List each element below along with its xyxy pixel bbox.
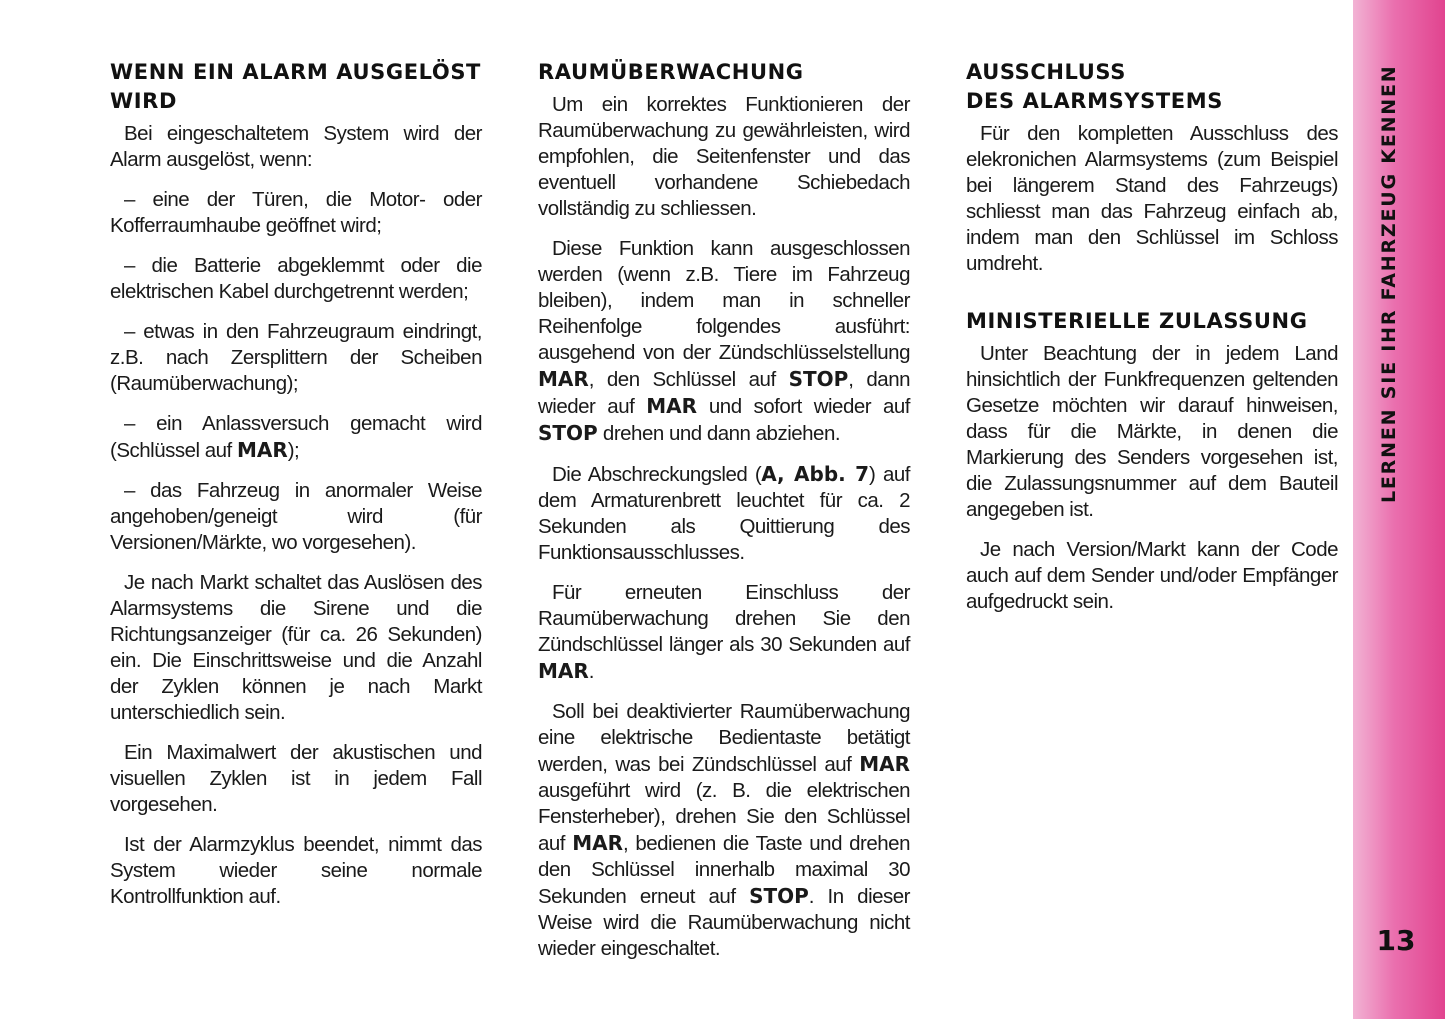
list-item: – etwas in den Fahrzeugraum eindringt, z.B. nach Zersplittern der Scheiben (Raumüberwachung); — [110, 320, 482, 395]
list-item: – eine der Türen, die Motor- oder Kofferraumhaube geöffnet wird; — [110, 188, 482, 237]
text-run: , dann wieder auf — [538, 368, 910, 418]
paragraph: Je nach Markt schaltet das Auslösen des Alarmsystems die Sirene und die Richtungsanzeiger (für ca. 26 Sekunden) ein. Die Einschrittsweise und die Anzahl der Zyklen können je nach Markt unterschiedlich sein. — [110, 571, 482, 724]
text-run: , bedienen die Taste und drehen den Schlüssel innerhalb maximal 30 Sekunden erneut auf — [538, 832, 910, 908]
text-run: Diese Funktion kann ausgeschlossen werden (wenn z.B. Tiere im Fahrzeug bleiben), indem man in schneller Reihenfolge folgendes ausführt: ausgehend von der Zündschlüsselstellung — [538, 237, 910, 364]
list-item — [110, 411, 482, 464]
paragraph: Je nach Version/Markt kann der Code auch auf dem Sender und/oder Empfänger aufgedruckt sein. — [966, 538, 1338, 613]
figure-reference: A, Abb. 7 — [761, 462, 870, 486]
paragraph — [538, 461, 910, 566]
heading-alarm-exclusion — [966, 58, 1338, 116]
key-position-stop: STOP — [788, 367, 849, 391]
heading-line: AUSSCHLUSS — [966, 60, 1126, 84]
paragraph: Für den kompletten Ausschluss des elekronichen Alarmsystems (zum Beispiel bei längerem Stand des Fahrzeugs) schliesst man das Fahrzeug einfach ab, indem man den Schlüssel im Schloss umdreht. — [966, 122, 1338, 275]
column-alarm-exclusion — [966, 58, 1338, 629]
heading-ministerial-approval: MINISTERIELLE ZULASSUNG — [966, 309, 1308, 333]
list-item: – die Batterie abgeklemmt oder die elektrischen Kabel durchgetrennt werden; — [110, 254, 482, 303]
column-alarm-triggered — [110, 58, 482, 924]
text-run: Soll bei deaktivierter Raumüberwachung eine elektrische Bedientaste betätigt werden, was bei Zündschlüssel auf — [538, 700, 910, 776]
column-interior-monitoring — [538, 58, 910, 976]
text-run: , den Schlüssel auf — [588, 368, 789, 391]
key-position-mar: MAR — [859, 752, 910, 776]
text-run: ausgeführt wird (z. B. die elektrischen Fensterheber), drehen Sie den Schlüssel auf — [538, 779, 910, 855]
page-number: 13 — [1376, 924, 1416, 957]
paragraph: Um ein korrektes Funktionieren der Raumüberwachung zu gewährleisten, wird empfohlen, die Seitenfenster und das eventuell vorhandene Schiebedach vollständig zu schliessen. — [538, 93, 910, 220]
text-run: Die Abschreckungsled ( — [552, 463, 762, 486]
heading-line: DES ALARMSYSTEMS — [966, 89, 1223, 113]
key-position-mar: MAR — [538, 367, 589, 391]
paragraph — [538, 699, 910, 962]
paragraph: Bei eingeschaltetem System wird der Alarm ausgelöst, wenn: — [110, 122, 482, 171]
heading-interior-monitoring: RAUMÜBERWACHUNG — [538, 60, 804, 84]
key-position-mar: MAR — [646, 394, 697, 418]
text-run: drehen und dann abziehen. — [597, 422, 841, 445]
text-run: und sofort wieder auf — [697, 395, 910, 418]
key-position-stop: STOP — [538, 421, 598, 445]
text-run: ); — [287, 439, 300, 462]
section-title: LERNEN SIE IHR FAHRZEUG KENNEN — [1378, 64, 1400, 503]
text-run: – ein Anlassversuch gemacht wird (Schlüssel auf — [110, 412, 482, 462]
text-run: . In dieser Weise wird die Raumüberwachung nicht wieder eingeschaltet. — [538, 885, 910, 960]
paragraph: Unter Beachtung der in jedem Land hinsichtlich der Funkfrequenzen geltenden Gesetze möchten wir darauf hinweisen, dass für die Märkte, in denen die Markierung des Senders vorgesehen ist, die Zulassungsnummer auf dem Bauteil angegeben ist. — [966, 342, 1338, 521]
paragraph — [538, 580, 910, 685]
text-run: . — [588, 660, 594, 683]
paragraph: Ein Maximalwert der akustischen und visuellen Zyklen ist in jedem Fall vorgesehen. — [110, 741, 482, 816]
key-position-stop: STOP — [749, 884, 809, 908]
list-item: – das Fahrzeug in anormaler Weise angehoben/geneigt wird (für Versionen/Märkte, wo vorgesehen). — [110, 479, 482, 554]
key-position-mar: MAR — [572, 831, 623, 855]
paragraph: Ist der Alarmzyklus beendet, nimmt das System wieder seine normale Kontrollfunktion auf. — [110, 833, 482, 908]
text-run: ) auf dem Armaturenbrett leuchtet für ca. 2 Sekunden als Quittierung des Funktionsausschlusses. — [538, 463, 910, 564]
key-position-mar: MAR — [538, 659, 589, 683]
paragraph — [538, 236, 910, 447]
heading-alarm-triggered: WENN EIN ALARM AUSGELÖST WIRD — [110, 60, 481, 113]
key-position-mar: MAR — [236, 438, 288, 462]
text-run: Für erneuten Einschluss der Raumüberwachung drehen Sie den Zündschlüssel länger als 30 Sekunden auf — [538, 581, 910, 656]
